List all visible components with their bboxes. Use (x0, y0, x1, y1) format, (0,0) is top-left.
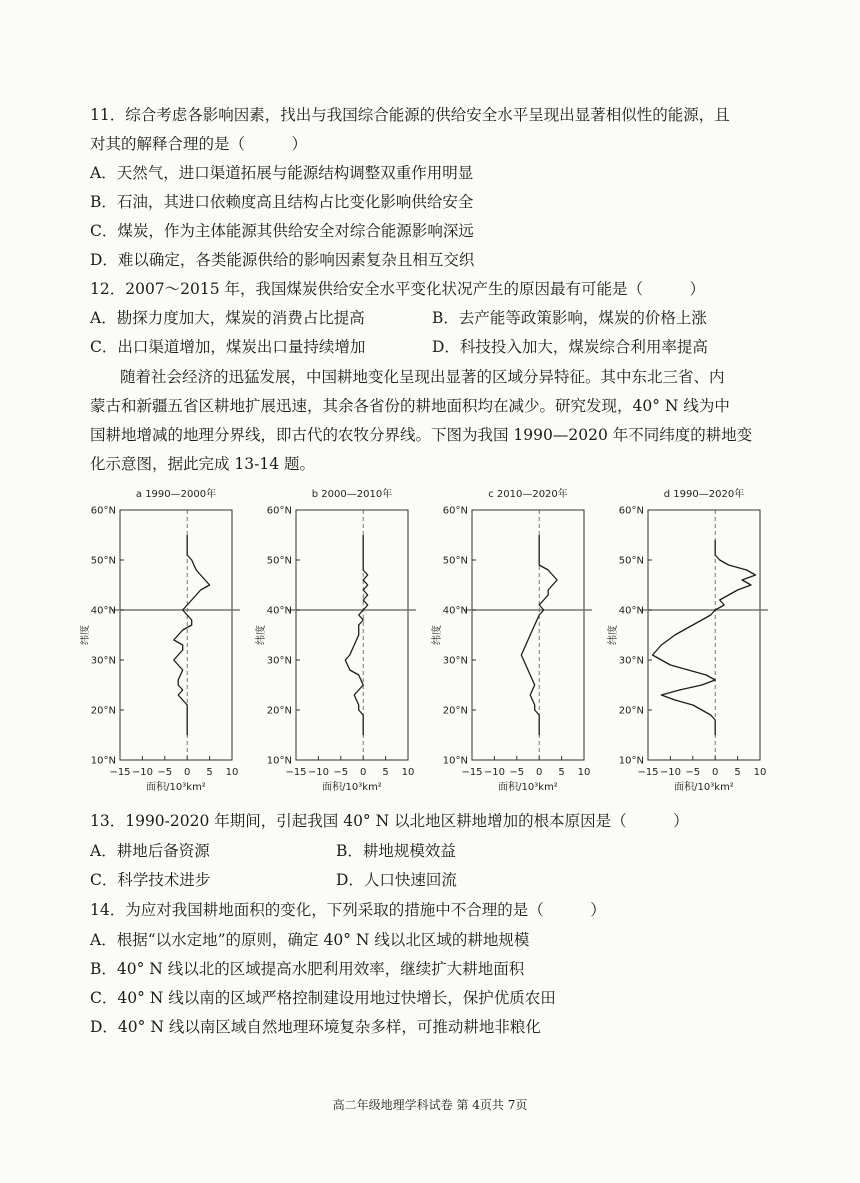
y-axis-label: 纬度 (432, 625, 443, 645)
y-tick-label: 30°N (442, 655, 468, 667)
y-axis-label: 纬度 (80, 625, 91, 645)
x-tick-label: −15 (461, 767, 483, 778)
y-tick-label: 20°N (266, 705, 292, 717)
question-11-stem: 11．综合考虑各影响因素，找出与我国综合能源的供给安全水平呈现出显著相似性的能源，且 (90, 106, 730, 124)
plot-frame (296, 510, 408, 760)
y-tick-label: 60°N (618, 505, 644, 517)
q13-option-a: A．耕地后备资源 (90, 842, 210, 860)
q12-option-a: A．勘探力度加大，煤炭的消费占比提高 (90, 309, 365, 327)
chart-title: d 1990—2020年 (663, 489, 745, 500)
q11-option-b: B．石油，其进口依赖度高且结构占比变化影响供给安全 (90, 193, 474, 211)
q12-option-b: B．去产能等政策影响，煤炭的价格上涨 (432, 309, 707, 327)
x-tick-label: −10 (131, 767, 153, 778)
series-line (174, 535, 210, 735)
y-tick-label: 40°N (442, 605, 468, 617)
y-tick-label: 10°N (618, 755, 644, 767)
q11-option-d: D．难以确定，各类能源供给的影响因素复杂且相互交织 (90, 251, 475, 269)
q13-option-c: C．科学技术进步 (90, 871, 211, 889)
chart-panel-3 (606, 487, 768, 793)
x-tick-label: −10 (483, 767, 505, 778)
y-axis-label: 纬度 (608, 625, 619, 645)
chart-panel-0 (80, 487, 240, 793)
y-tick-label: 50°N (90, 555, 116, 567)
x-tick-label: 0 (360, 767, 367, 778)
y-tick-label: 10°N (90, 755, 116, 767)
chart-title: a 1990—2000年 (135, 489, 217, 500)
q14-option-d: D．40° N 线以南区域自然地理环境复杂多样，可推动耕地非粮化 (90, 1018, 541, 1036)
x-tick-label: 10 (753, 767, 767, 778)
page-footer: 高二年级地理学科试卷 第 4页共 7页 (332, 1098, 528, 1112)
x-tick-label: −15 (285, 767, 307, 778)
series-line (521, 535, 557, 735)
y-tick-label: 30°N (90, 655, 116, 667)
chart-title: b 2000—2010年 (311, 489, 393, 500)
y-tick-label: 60°N (90, 505, 116, 517)
y-tick-label: 10°N (442, 755, 468, 767)
x-tick-label: 5 (382, 767, 389, 778)
y-tick-label: 40°N (618, 605, 644, 617)
x-tick-label: 5 (558, 767, 565, 778)
x-axis-label: 面积/10³km² (146, 782, 206, 793)
chart-title: c 2010—2020年 (488, 489, 568, 500)
y-tick-label: 10°N (266, 755, 292, 767)
chart-panel-1 (254, 487, 416, 793)
chart-panel-2 (430, 487, 592, 793)
x-tick-label: 10 (401, 767, 415, 778)
passage-line-1: 随着社会经济的迅猛发展，中国耕地变化呈现出显著的区域分异特征。其中东北三省、内 (120, 368, 725, 386)
x-tick-label: 0 (184, 767, 191, 778)
cropland-change-charts (80, 484, 770, 804)
x-tick-label: 10 (577, 767, 591, 778)
question-14-stem: 14．为应对我国耕地面积的变化，下列采取的措施中不合理的是（ ） (90, 901, 606, 919)
x-tick-label: 0 (536, 767, 543, 778)
q12-option-c: C．出口渠道增加，煤炭出口量持续增加 (90, 338, 366, 356)
q14-option-b: B．40° N 线以北的区域提高水肥利用效率，继续扩大耕地面积 (90, 960, 525, 978)
y-tick-label: 20°N (442, 705, 468, 717)
y-tick-label: 30°N (618, 655, 644, 667)
x-tick-label: −15 (637, 767, 659, 778)
passage-line-3: 国耕地增减的地理分界线，即古代的农牧分界线。下图为我国 1990—2020 年不同纬度的耕地变 (90, 426, 753, 444)
q12-option-d: D．科技投入加大，煤炭综合利用率提高 (432, 338, 708, 356)
y-tick-label: 40°N (90, 605, 116, 617)
y-tick-label: 20°N (618, 705, 644, 717)
y-tick-label: 60°N (266, 505, 292, 517)
x-tick-label: −10 (659, 767, 681, 778)
plot-frame (648, 510, 760, 760)
q11-option-c: C．煤炭，作为主体能源其供给安全对综合能源影响深远 (90, 222, 474, 240)
x-tick-label: 5 (206, 767, 213, 778)
y-tick-label: 20°N (90, 705, 116, 717)
question-12-stem: 12．2007～2015 年，我国煤炭供给安全水平变化状况产生的原因最有可能是（ ） (90, 280, 706, 298)
x-tick-label: 5 (734, 767, 741, 778)
series-line (345, 535, 367, 735)
x-tick-label: −15 (109, 767, 131, 778)
passage-line-2: 蒙古和新疆五省区耕地扩展迅速，其余各省份的耕地面积均在减少。研究发现，40° N 线为中 (90, 397, 730, 415)
x-tick-label: −5 (509, 767, 525, 778)
x-tick-label: −5 (685, 767, 701, 778)
x-tick-label: −5 (157, 767, 173, 778)
y-axis-label: 纬度 (256, 625, 267, 645)
y-tick-label: 30°N (266, 655, 292, 667)
x-tick-label: −10 (307, 767, 329, 778)
question-11-stem-cont: 对其的解释合理的是（ ） (90, 135, 308, 153)
x-tick-label: 0 (712, 767, 719, 778)
x-axis-label: 面积/10³km² (322, 782, 382, 793)
x-axis-label: 面积/10³km² (498, 782, 558, 793)
y-tick-label: 50°N (266, 555, 292, 567)
passage-line-4: 化示意图，据此完成 13-14 题。 (90, 455, 316, 473)
plot-frame (472, 510, 584, 760)
cropland-change-figures (80, 484, 770, 804)
y-tick-label: 60°N (442, 505, 468, 517)
plot-frame (120, 510, 232, 760)
series-line (653, 540, 756, 735)
y-tick-label: 40°N (266, 605, 292, 617)
y-tick-label: 50°N (442, 555, 468, 567)
q14-option-c: C．40° N 线以南的区域严格控制建设用地过快增长，保护优质农田 (90, 989, 556, 1007)
x-axis-label: 面积/10³km² (674, 782, 734, 793)
y-tick-label: 50°N (618, 555, 644, 567)
q13-option-d: D．人口快速回流 (336, 871, 457, 889)
question-13-stem: 13．1990-2020 年期间，引起我国 40° N 以北地区耕地增加的根本原因是（ ） (90, 812, 689, 830)
x-tick-label: 10 (225, 767, 239, 778)
q13-option-b: B．耕地规模效益 (336, 842, 456, 860)
q14-option-a: A．根据“以水定地”的原则，确定 40° N 线以北区域的耕地规模 (90, 931, 530, 949)
x-tick-label: −5 (333, 767, 349, 778)
q11-option-a: A．天然气，进口渠道拓展与能源结构调整双重作用明显 (90, 164, 474, 182)
